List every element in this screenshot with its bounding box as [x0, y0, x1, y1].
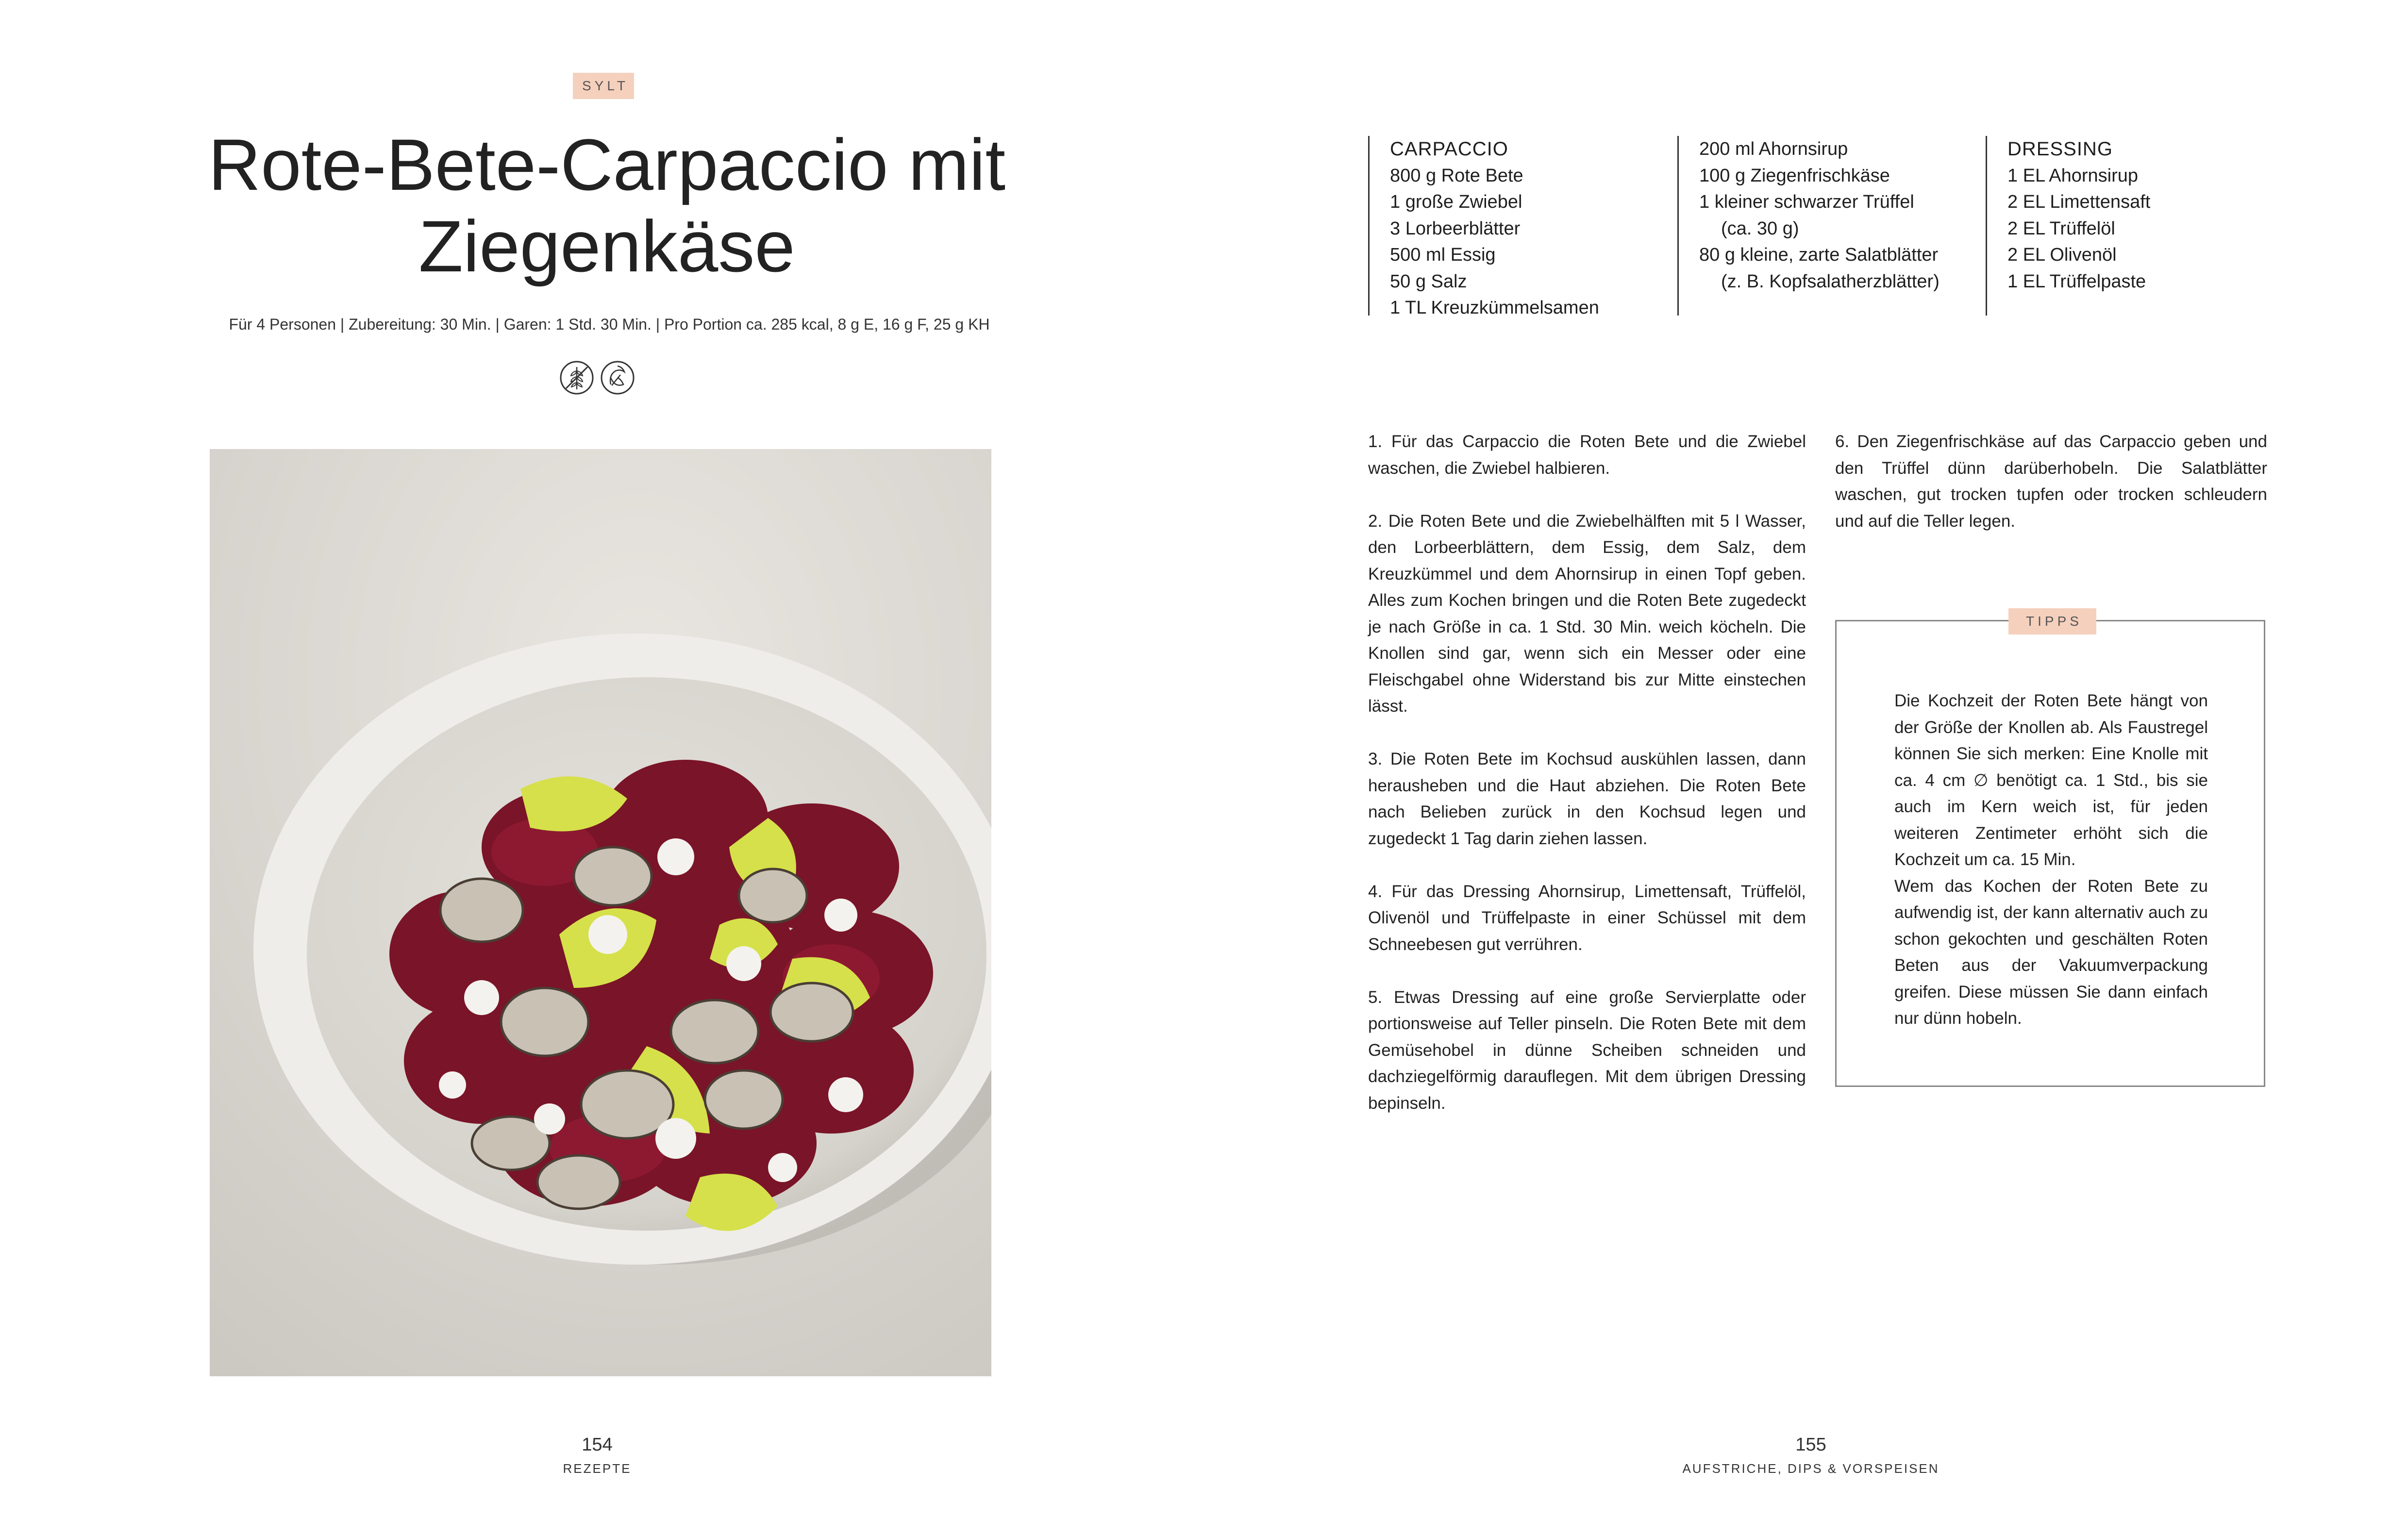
ingredients-heading: DRESSING	[2007, 138, 2113, 160]
tips-paragraph: Die Kochzeit der Roten Bete hängt von der Größe der Knollen ab. Als Faustregel können Sie sich merken: Eine Knolle mit ca. 4 cm ∅ benötigt ca. 1 Std., bis sie auch im Kern weich ist, für jeden weiteren Zentimeter erhöht sich die Kochzeit um ca. 15 Min.	[1894, 691, 2208, 869]
ingredient-item: 800 g Rote Bete	[1390, 165, 1523, 186]
ingredient-item: 1 EL Ahornsirup	[2007, 165, 2138, 186]
ingredient-note: (z. B. Kopfsalatherzblätter)	[1721, 271, 1940, 292]
section-label-left: REZEPTE	[563, 1461, 632, 1476]
ingredient-item: 2 EL Trüffelöl	[2007, 218, 2115, 239]
ingredient-item: 1 kleiner schwarzer Trüffel	[1699, 192, 1914, 212]
instruction-step: 1. Für das Carpaccio die Roten Bete und die Zwiebel waschen, die Zwiebel halbieren.	[1368, 432, 1806, 478]
ingredient-item: 1 EL Trüffelpaste	[2007, 271, 2146, 292]
ingredient-item: 1 TL Kreuzkümmelsamen	[1390, 298, 1599, 318]
tips-tag: TIPPS	[2008, 608, 2096, 634]
ingredient-item: 50 g Salz	[1390, 271, 1467, 292]
instruction-step: 6. Den Ziegenfrischkäse auf das Carpaccio geben und den Trüffel dünn darüberhobeln. Die Salatblätter waschen, gut trocken tupfen oder trocken schleudern und auf die Teller legen.	[1835, 432, 2267, 531]
title-line-1: Rote-Bete-Carpaccio mit	[208, 124, 1006, 205]
instructions-column-right	[1835, 429, 2267, 561]
recipe-title	[121, 124, 1092, 287]
recipe-meta: Für 4 Personen | Zubereitung: 30 Min. | Garen: 1 Std. 30 Min. | Pro Portion ca. 285 kcal, 8 g E, 16 g F, 25 g KH	[229, 316, 990, 333]
recipe-photo	[210, 449, 991, 1376]
ingredients-carpaccio	[1368, 136, 1599, 316]
ingredient-item: 100 g Ziegenfrischkäse	[1699, 165, 1890, 186]
tips-text	[1894, 688, 2208, 1032]
ingredient-item: 200 ml Ahornsirup	[1699, 139, 1848, 159]
page-number-right: 155	[1795, 1435, 1826, 1455]
ingredient-item: 2 EL Olivenöl	[2007, 245, 2117, 265]
instruction-step: 2. Die Roten Bete und die Zwiebelhälften mit 5 l Wasser, den Lorbeerblättern, dem Essig, dem Salz, dem Kreuzkümmel und dem Ahornsirup in einen Topf geben. Alles zum Kochen bringen und die Roten Bete zugedeckt je nach Größe in ca. 1 Std. 30 Min. weich köcheln. Die Knollen sind gar, wenn sich ein Messer oder eine Fleischgabel ohne Widerstand bis zur Mitte einstechen lässt.	[1368, 511, 1806, 716]
title-line-2: Ziegenkäse	[418, 205, 795, 287]
instructions-column-left	[1368, 429, 1806, 1143]
instruction-step: 5. Etwas Dressing auf eine große Servierplatte oder portionsweise auf Teller pinseln. Die Roten Bete mit dem Gemüsehobel in dünne Scheiben schneiden und dachziegelförmig darauflegen. Mit dem übrigen Dressing bepinseln.	[1368, 987, 1806, 1113]
ingredient-note: (ca. 30 g)	[1721, 218, 1799, 239]
region-tag: SYLT	[573, 73, 634, 99]
ingredients-dressing	[1986, 136, 2150, 316]
ingredient-item: 500 ml Essig	[1390, 245, 1496, 265]
ingredient-item: 3 Lorbeerblätter	[1390, 218, 1521, 239]
instruction-step: 3. Die Roten Bete im Kochsud auskühlen lassen, dann herausheben und die Haut abziehen. Die Roten Bete nach Belieben zurück in den Kochsud legen und zugedeckt 1 Tag darin ziehen lassen.	[1368, 750, 1806, 848]
ingredient-item: 2 EL Limettensaft	[2007, 192, 2151, 212]
ingredient-item: 1 große Zwiebel	[1390, 192, 1522, 212]
section-label-right: AUFSTRICHE, DIPS & VORSPEISEN	[1682, 1461, 1940, 1476]
ingredients-heading: CARPACCIO	[1390, 138, 1508, 160]
gluten-free-icon	[561, 362, 593, 394]
ingredients-more	[1677, 136, 1940, 316]
tips-paragraph: Wem das Kochen der Roten Bete zu aufwendig ist, der kann alternativ auch zu schon gekochten und geschälten Roten Beten aus der Vakuumverpackung greifen. Diese müssen Sie dann einfach nur dünn hobeln.	[1894, 876, 2208, 1028]
diet-icons	[558, 358, 636, 397]
page-number-left: 154	[582, 1435, 613, 1455]
ingredient-item: 80 g kleine, zarte Salatblätter	[1699, 245, 1939, 265]
instruction-step: 4. Für das Dressing Ahornsirup, Limettensaft, Trüffelöl, Olivenöl und Trüffelpaste in einer Schüssel mit dem Schneebesen gut verrühren.	[1368, 882, 1806, 954]
vegetarian-icon	[602, 362, 634, 394]
